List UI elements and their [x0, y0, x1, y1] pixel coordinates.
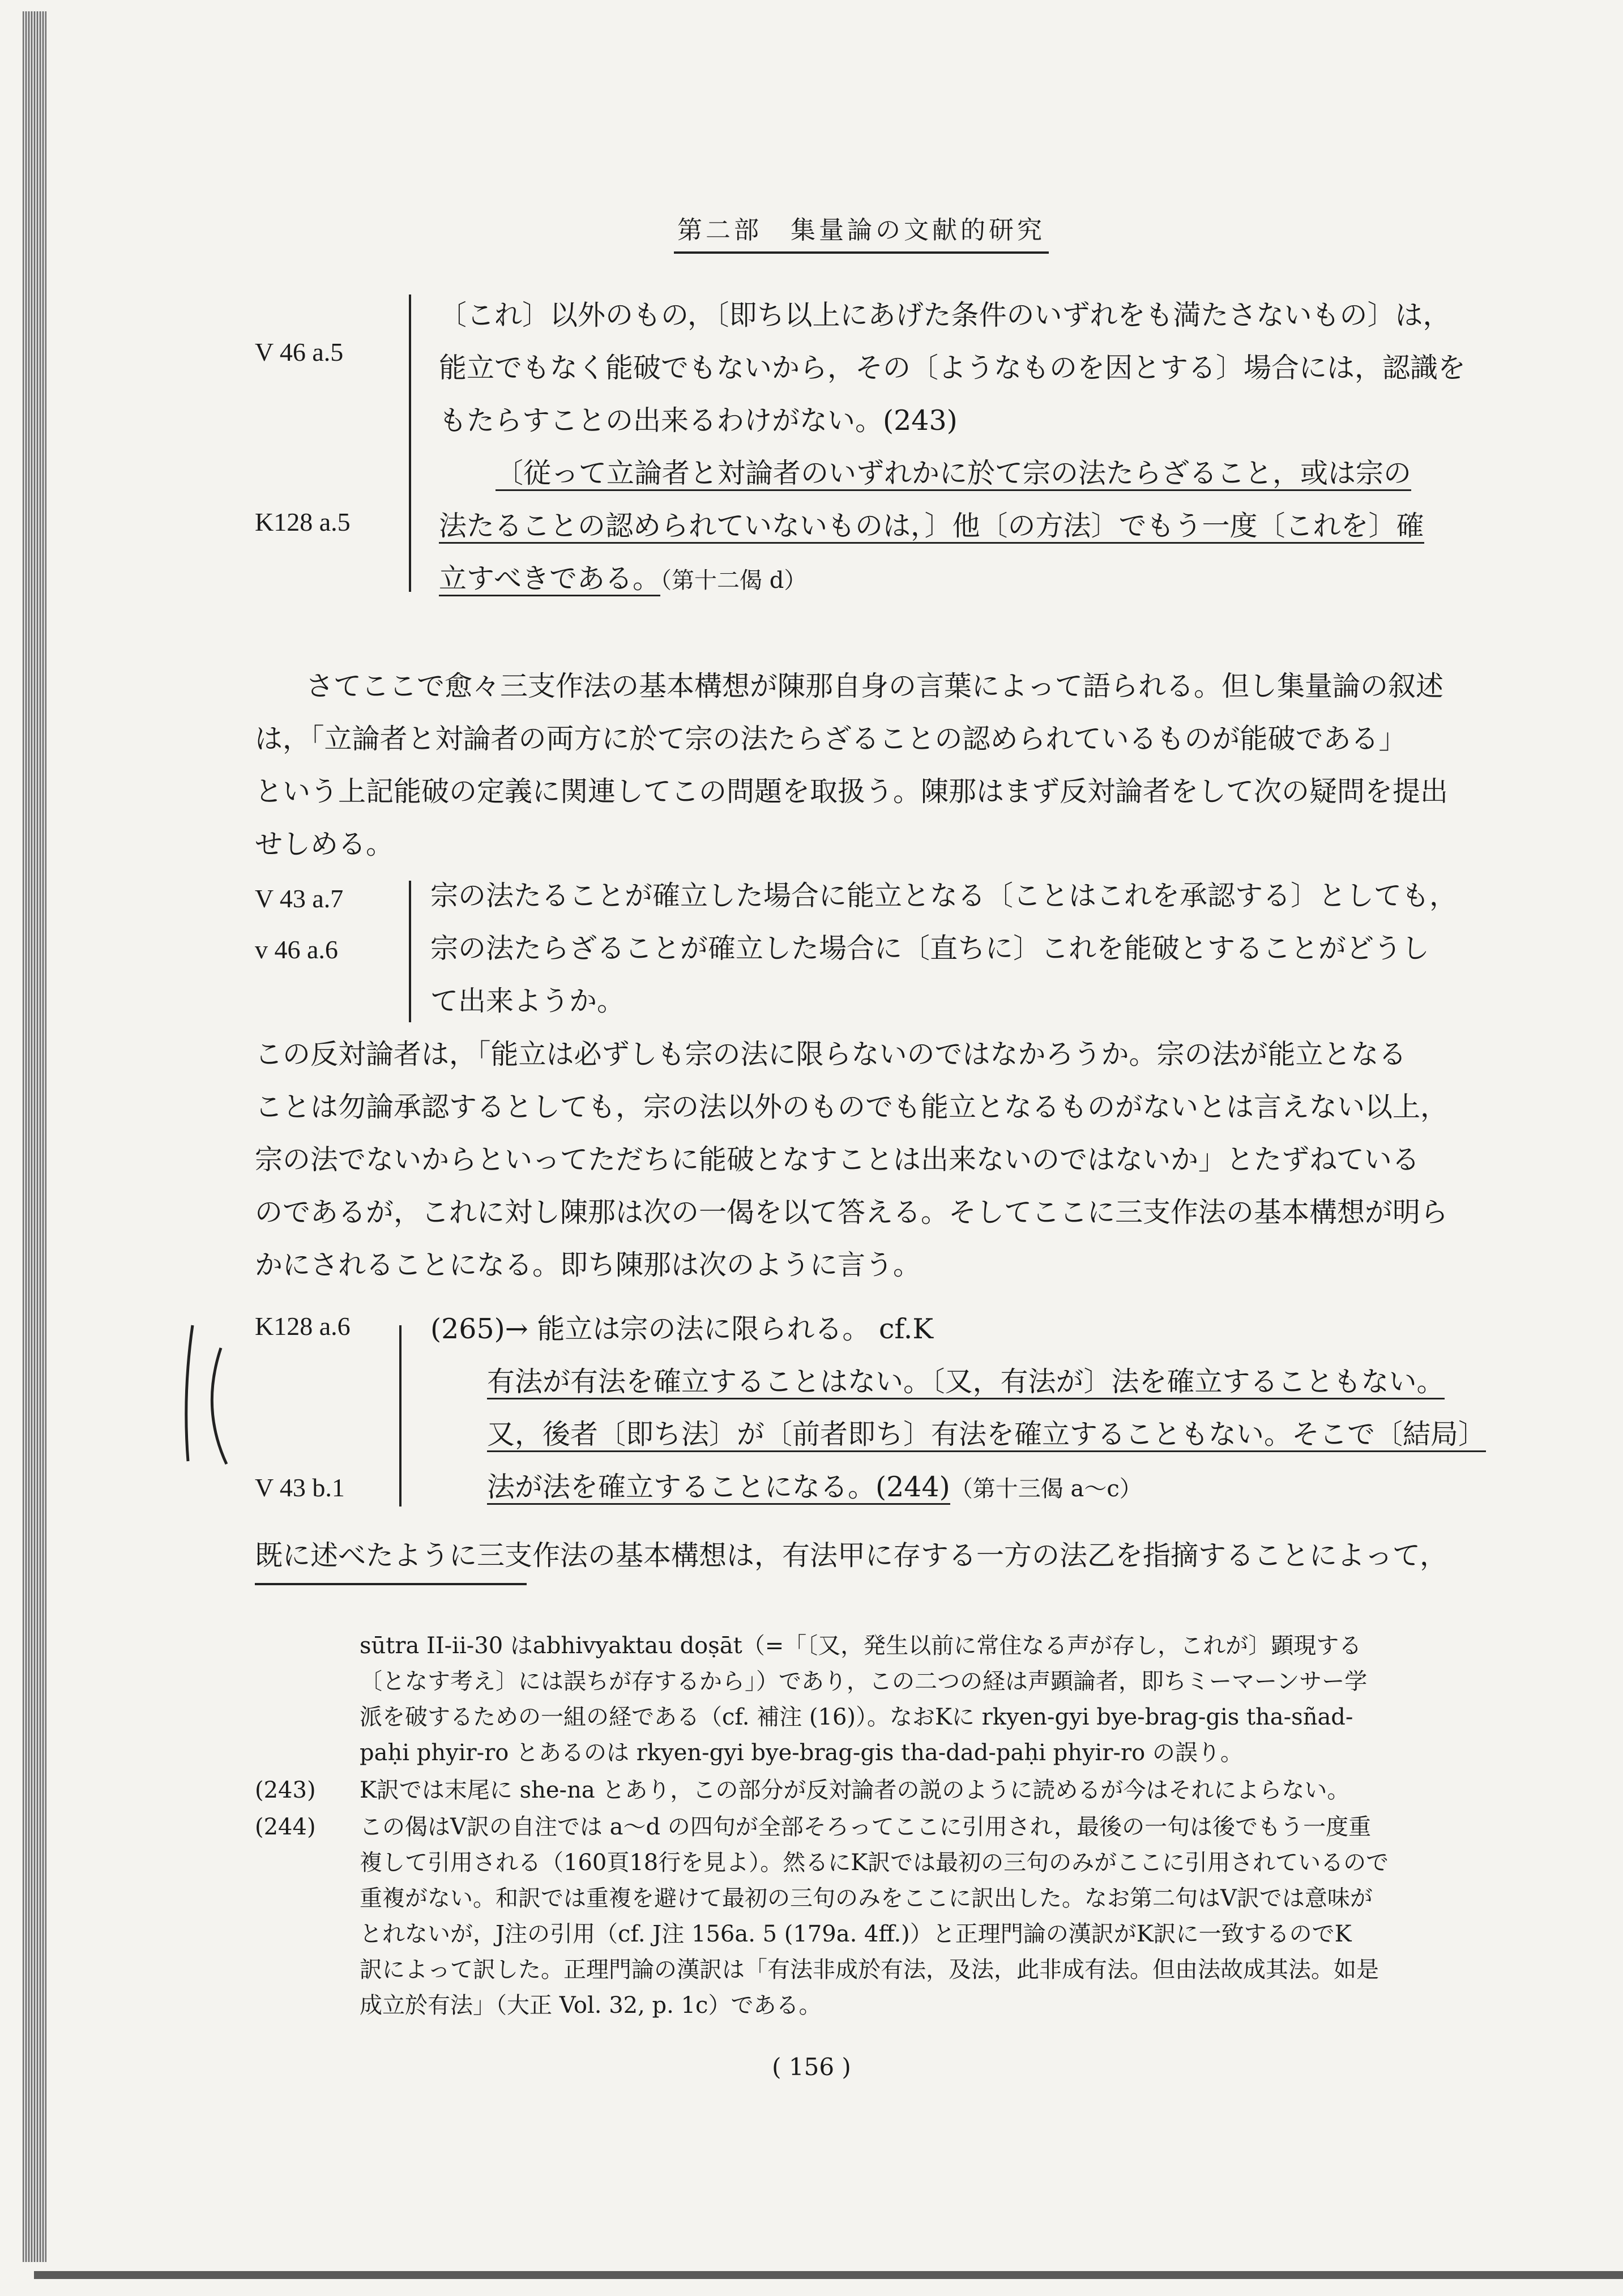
page-number: ( 156 ) — [772, 2053, 851, 2081]
quote-block — [439, 289, 1504, 607]
scan-edge-left — [23, 11, 46, 2262]
footnote — [255, 1810, 1498, 2024]
quote-line: て出来ようか。 — [430, 985, 625, 1017]
quote-line: 宗の法たることが確立した場合に能立となる〔ことはこれを承認する〕としても， — [430, 880, 1458, 912]
footnote-line: 派を破するための一組の経である（cf. 補注 (16)）。なおKに rkyen-gyi bye-brag-gis tha-sñad- — [360, 1704, 1353, 1730]
text-line: 既に述べたように三支作法の基本構想は，有法甲に存する一方の法乙を指摘することによって， — [255, 1539, 1448, 1572]
footnote-line: 複して引用される（160頁18行を見よ）。然るにK訳では最初の三句のみがここに引用されているので — [360, 1850, 1389, 1876]
page-header: 第二部 集量論の文献的研究 — [674, 210, 1049, 254]
quote-block — [430, 1303, 1506, 1516]
quote-line: 法が法を確立することになる。(244) — [487, 1471, 950, 1505]
quote-line: 又，後者〔即ち法〕が〔前者即ち〕有法を確立することもない。そこで〔結局〕 — [487, 1418, 1486, 1452]
footnote-rule — [255, 1583, 527, 1585]
footnote — [255, 1773, 1498, 1808]
quote-line: 宗の法たらざることが確立した場合に〔直ちに〕これを能破とすることがどうし — [430, 932, 1430, 965]
quote-block — [430, 869, 1501, 1027]
text-line: 宗の法でないからといってただちに能破となすことは出来ないのではないか」とたずねている — [255, 1143, 1420, 1176]
ref-label: K128 a.6 — [255, 1312, 351, 1341]
text-line: のであるが，これに対し陳那は次の一偈を以て答える。そしてここに三支作法の基本構想が明ら — [255, 1196, 1449, 1228]
quote-line: (265)→ 能立は宗の法に限られる。 cf.K — [430, 1313, 933, 1345]
quote-bar — [399, 1325, 402, 1507]
text-line: ことは勿論承認するとしても，宗の法以外のものでも能立となるものがないとは言えない以上， — [255, 1091, 1449, 1123]
footnote-line: 成立於有法」（大正 Vol. 32, p. 1c）である。 — [360, 1992, 822, 2018]
footnote-line: sūtra II-ii-30 はabhivyaktau doṣāt（=「〔又，発生以前に常住なる声が存し，これが〕顕現する — [360, 1633, 1362, 1659]
verse-note: （第十三偈 a〜c） — [950, 1476, 1142, 1502]
footnote-line: K訳では末尾に she-na とあり，この部分が反対論者の説のように読めるが今はそれによらない。 — [360, 1777, 1350, 1803]
ref-label: V 43 a.7 — [255, 884, 344, 913]
text-line: せしめる。 — [255, 828, 394, 860]
ref-label: V 46 a.5 — [255, 338, 344, 366]
quote-line: もたらすことの出来るわけがない。(243) — [439, 404, 958, 437]
quote-line: 〔従って立論者と対論者のいずれかに於て宗の法たらざること，或は宗の — [496, 457, 1411, 491]
quote-line: 〔これ〕以外のもの，〔即ち以上にあげた条件のいずれをも満たさないもの〕は， — [439, 299, 1451, 331]
footnote-line: この偈はV訳の自注では a〜d の四句が全部そろってここに引用され，最後の一句は後でもう一度重 — [360, 1814, 1372, 1840]
quote-line: 立すべきである。 — [439, 562, 660, 596]
pencil-mark — [176, 1320, 244, 1467]
text-line: は，「立論者と対論者の両方に於て宗の法たらざることの認められているものが能破である」 — [255, 723, 1407, 755]
footnote-line: 重複がない。和訳では重複を避けて最初の三句のみをここに訳出した。なお第二句はV訳では意味が — [360, 1885, 1373, 1911]
ref-label: K128 a.5 — [255, 507, 351, 536]
text-line: さてここで愈々三支作法の基本構想が陳那自身の言葉によって語られる。但し集量論の叙述 — [306, 670, 1444, 702]
body-paragraph — [255, 1028, 1498, 1291]
text-line: かにされることになる。即ち陳那は次のように言う。 — [255, 1249, 921, 1281]
body-paragraph — [255, 1529, 1498, 1582]
ref-label: V 43 b.1 — [255, 1473, 345, 1502]
footnote-line: 〔となす考え〕には誤ちが存するから」）であり，この二つの経は声顕論者，即ちミーマーンサー学 — [360, 1668, 1368, 1695]
ref-label: v 46 a.6 — [255, 935, 338, 964]
quote-bar — [409, 881, 411, 1022]
verse-note: （第十二偈 d） — [660, 567, 807, 594]
footnote-line: 訳によって訳した。正理門論の漢訳は「有法非成於有法，及法，此非成有法。但由法故成其法。如是 — [360, 1957, 1379, 1983]
quote-line: 有法が有法を確立することはない。〔又，有法が〕法を確立することもない。 — [487, 1365, 1445, 1399]
text-line: という上記能破の定義に関連してこの問題を取扱う。陳那はまず反対論者をして次の疑問を提出 — [255, 775, 1449, 808]
footnote-line: とれないが，J注の引用（cf. J注 156a. 5 (179a. 4ff.)）と正理門論の漢訳がK訳に一致するのでK — [360, 1921, 1352, 1947]
text-line: この反対論者は，「能立は必ずしも宗の法に限らないのではなかろうか。宗の法が能立となる — [255, 1038, 1407, 1070]
quote-line: 法たることの認められていないものは，〕他〔の方法〕でもう一度〔これを〕確 — [439, 510, 1424, 544]
footnote — [255, 1628, 1498, 1771]
body-paragraph — [255, 660, 1498, 870]
footnote-number: (243) — [255, 1777, 316, 1803]
footnote-number: (244) — [255, 1814, 316, 1840]
quote-line: 能立でもなく能破でもないから，その〔ようなものを因とする〕場合には，認識を — [439, 352, 1466, 384]
quote-bar — [409, 295, 411, 592]
footnote-line: paḥi phyir-ro とあるのは rkyen-gyi bye-brag-gis tha-dad-paḥi phyir-ro の誤り。 — [360, 1740, 1243, 1766]
scan-edge-bottom — [34, 2271, 1623, 2279]
